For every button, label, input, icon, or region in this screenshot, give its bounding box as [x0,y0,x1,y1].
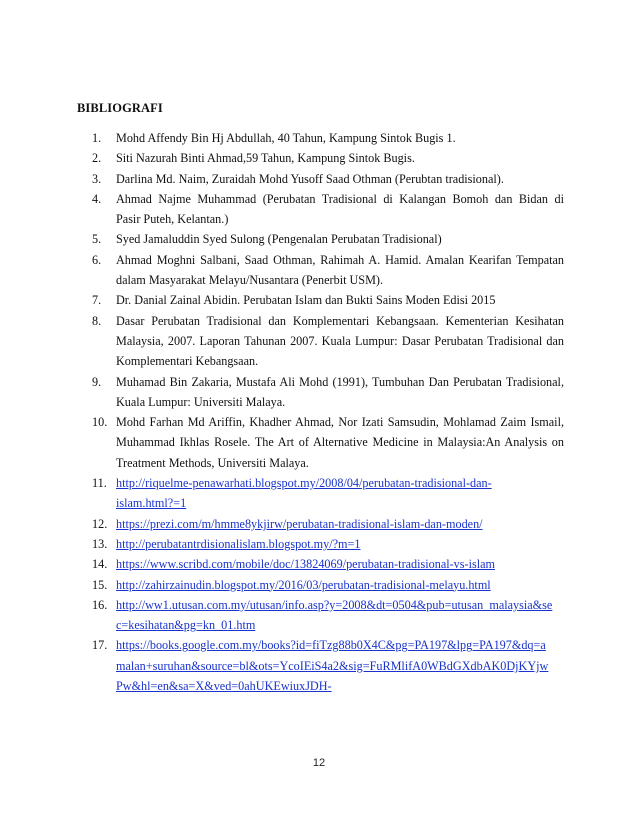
reference-item [92,169,564,189]
reference-text-line: Pasir Puteh, Kelantan.) [116,212,229,227]
reference-text-line: Komplementari Kebangsaan. [116,354,259,369]
reference-item [92,128,564,148]
reference-link-line[interactable]: Pw&hl=en&sa=X&ved=0ahUKEwiuxJDH- [116,679,332,694]
reference-number: 8. [92,313,102,328]
reference-number: 11. [92,476,107,491]
reference-number: 6. [92,252,102,267]
reference-item [92,311,564,372]
reference-link-line[interactable]: https://www.scribd.com/mobile/doc/13824069/perubatan-tradisional-vs-islam [116,557,495,572]
reference-item[interactable] [92,575,564,595]
reference-number: 17. [92,638,108,653]
page-number: 12 [312,757,326,769]
reference-link-line[interactable]: http://riquelme-penawarhati.blogspot.my/2008/04/perubatan-tradisional-dan- [116,476,492,491]
reference-link-line[interactable]: https://books.google.com.my/books?id=fiTzg88b0X4C&pg=PA197&lpg=PA197&dq=a [116,638,546,653]
reference-number: 5. [92,232,102,247]
reference-number: 9. [92,374,102,389]
reference-text-line: Malaysia, 2007. Laporan Tahunan 2007. Kuala Lumpur: Dasar Perubatan Tradisional dan [116,333,564,348]
reference-item[interactable] [92,554,564,574]
reference-text-line: Dasar Perubatan Tradisional dan Komplementari Kebangsaan. Kementerian Kesihatan [116,313,564,328]
reference-item [92,189,564,230]
reference-item[interactable] [92,595,564,636]
reference-item [92,250,564,291]
reference-number: 12. [92,516,108,531]
reference-link-line[interactable]: http://perubatantrdisionalislam.blogspot.my/?m=1 [116,536,361,551]
reference-number: 13. [92,536,108,551]
reference-link-line[interactable]: http://zahirzainudin.blogspot.my/2016/03/perubatan-tradisional-melayu.html [116,577,491,592]
reference-text-line: Muhammad Ikhlas Rosele. The Art of Alternative Medicine in Malaysia:An Analysis on [116,435,564,450]
reference-text-line: Darlina Md. Naim, Zuraidah Mohd Yusoff Saad Othman (Perubtan tradisional). [116,171,504,186]
reference-text-line: Muhamad Bin Zakaria, Mustafa Ali Mohd (1991), Tumbuhan Dan Perubatan Tradisional, [116,374,564,389]
reference-link-line[interactable]: c=kesihatan&pg=kn_01.htm [116,618,256,633]
reference-text-line: Mohd Farhan Md Ariffin, Khadher Ahmad, Nor Izati Samsudin, Mohlamad Zaim Ismail, [116,415,564,430]
reference-text-line: Siti Nazurah Binti Ahmad,59 Tahun, Kampung Sintok Bugis. [116,151,415,166]
reference-text-line: Ahmad Moghni Salbani, Saad Othman, Rahimah A. Hamid. Amalan Kearifan Tempatan [116,252,564,267]
reference-list [92,128,564,696]
reference-item [92,290,564,310]
reference-number: 16. [92,597,108,612]
reference-item[interactable] [92,534,564,554]
reference-number: 14. [92,557,108,572]
reference-text-line: Ahmad Najme Muhammad (Perubatan Tradisional di Kalangan Bomoh dan Bidan di [116,191,564,206]
reference-number: 2. [92,151,102,166]
reference-item [92,229,564,249]
reference-number: 3. [92,171,102,186]
reference-item[interactable] [92,635,564,696]
reference-text-line: Syed Jamaluddin Syed Sulong (Pengenalan Perubatan Tradisional) [116,232,442,247]
reference-number: 1. [92,131,102,145]
reference-item [92,372,564,413]
reference-number: 7. [92,293,102,308]
reference-link-line[interactable]: islam.html?=1 [116,496,187,511]
reference-item[interactable] [92,514,564,534]
reference-item [92,148,564,168]
reference-text-line: Mohd Affendy Bin Hj Abdullah, 40 Tahun, Kampung Sintok Bugis 1. [116,131,456,145]
reference-item[interactable] [92,473,564,514]
reference-link-line[interactable]: http://ww1.utusan.com.my/utusan/info.asp?y=2008&dt=0504&pub=utusan_malaysia&se [116,597,553,612]
reference-text-line: Kuala Lumpur: Universiti Malaya. [116,394,286,409]
reference-text-line: Treatment Methods, Universiti Malaya. [116,455,309,470]
reference-number: 4. [92,191,102,206]
section-heading: BIBLIOGRAFI [77,101,163,115]
reference-number: 15. [92,577,108,592]
reference-text-line: dalam Masyarakat Melayu/Nusantara (Penerbit USM). [116,273,384,288]
reference-link-line[interactable]: https://prezi.com/m/hmme8ykjirw/perubatan-tradisional-islam-dan-moden/ [116,516,483,531]
reference-link-line[interactable]: malan+suruhan&source=bl&ots=YcoIEiS4a2&sig=FuRMlifA0WBdGXdbAK0DjKYjw [116,658,549,673]
reference-number: 10. [92,415,108,430]
reference-text-line: Dr. Danial Zainal Abidin. Perubatan Islam dan Bukti Sains Moden Edisi 2015 [116,293,496,308]
reference-item [92,412,564,473]
